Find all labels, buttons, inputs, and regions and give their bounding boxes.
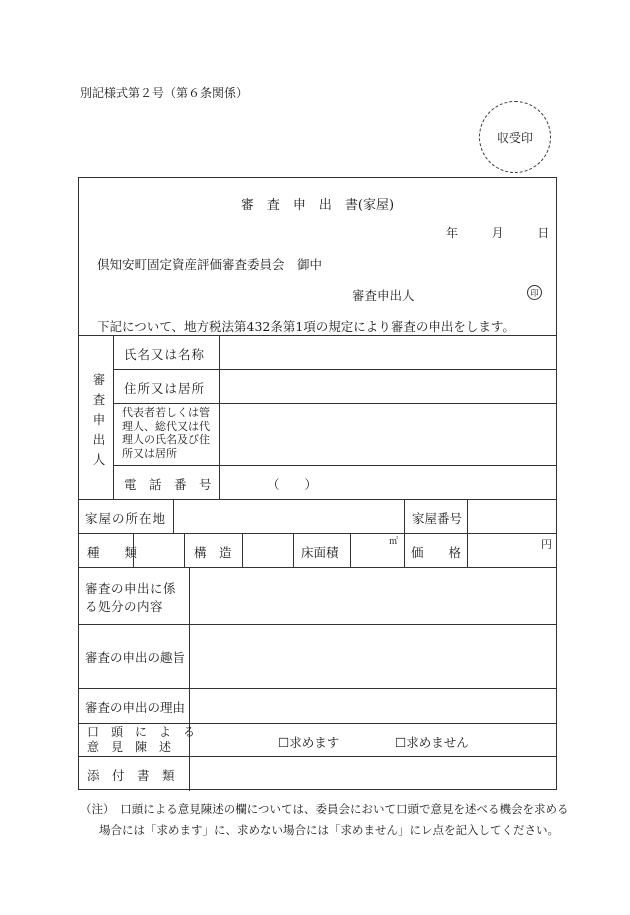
applicant-char: 人 [92,452,106,467]
date-day: 日 [537,226,550,240]
phone-label: 電 話 番 号 [124,477,212,492]
house-number-field[interactable] [468,500,556,533]
request-option[interactable] [278,733,339,751]
structure-field[interactable] [243,534,293,567]
seal-char: 印 [530,288,539,299]
floor-area-label: 床面積 [301,545,339,560]
oral-label-line: 口 頭 に よ る [87,725,196,739]
representative-label: 代表者若しくは管理人、総代又は代理人の氏名及び住所又は居所 [122,406,210,460]
receipt-stamp-area [479,101,551,173]
structure-label: 構 造 [194,545,232,560]
checkbox-icon[interactable]: ☐ [278,735,290,750]
attachments-field[interactable] [190,757,556,790]
seal-icon [527,285,542,300]
reason-field[interactable] [190,689,556,723]
divider [79,723,556,724]
applicant-char: 査 [92,392,106,407]
oral-statement-label [87,725,195,755]
kind-field[interactable] [134,534,184,567]
purpose-field[interactable] [190,625,556,688]
address-field[interactable] [220,370,556,403]
attachments-label: 添 付 書 類 [87,768,175,783]
divider [404,499,405,533]
representative-field[interactable] [220,404,556,465]
receipt-stamp-label: 収受印 [496,130,533,145]
oral-label-line: 意 見 陳 述 [87,740,172,754]
applicant-char: 出 [92,432,106,447]
address-label: 住所又は居所 [124,381,206,396]
addressee: 倶知安町固定資産評価審査委員会 御中 [97,257,323,272]
applicant-label: 審査申出人 [352,288,415,303]
applicant-char: 申 [92,412,106,427]
disposition-field[interactable] [190,568,556,624]
request-label: 求めます [289,735,340,750]
form-number-label: 別記様式第２号（第６条関係） [80,86,249,100]
location-field[interactable] [174,500,403,533]
not-request-label: 求めません [406,735,469,750]
divider [293,533,294,567]
note-line-2: 場合には「求めます」に、求めない場合には「求めません」にレ点を記入してください。 [99,823,559,837]
divider [350,533,351,567]
purpose-label: 審査の申出の趣旨 [85,650,186,665]
not-request-option[interactable] [395,733,469,751]
date-year: 年 [446,226,459,240]
divider [184,533,185,567]
divider [113,465,556,466]
date-month: 月 [491,226,504,240]
statement-text: 下記について、地方税法第432条第1項の規定により審査の申出をします。 [97,319,515,334]
form-title: 審 査 申 出 書(家屋) [240,198,395,213]
divider [404,533,405,567]
divider [467,533,468,567]
reason-label: 審査の申出の理由 [85,700,186,715]
note-line-1: （注） 口頭による意見陳述の欄については、委員会において口頭で意見を述べる機会を求める [80,802,569,816]
divider [113,335,114,499]
house-number-label: 家屋番号 [412,511,463,526]
kind-label: 種 類 [87,545,138,560]
name-field[interactable] [220,336,556,369]
applicant-char: 審 [92,372,106,387]
date-line[interactable] [446,224,549,241]
phone-field[interactable]: （ ） [267,477,318,492]
checkbox-icon[interactable]: ☐ [395,735,407,750]
applicant-group-label [89,370,109,470]
price-label: 価 格 [411,545,462,560]
location-label: 家屋の所在地 [85,511,167,526]
application-form [78,177,557,790]
currency-unit: 円 [541,538,552,551]
name-label: 氏名又は名称 [124,347,206,362]
disposition-label: 審査の申出に係る処分の内容 [85,581,177,614]
area-unit: ㎡ [389,537,399,547]
